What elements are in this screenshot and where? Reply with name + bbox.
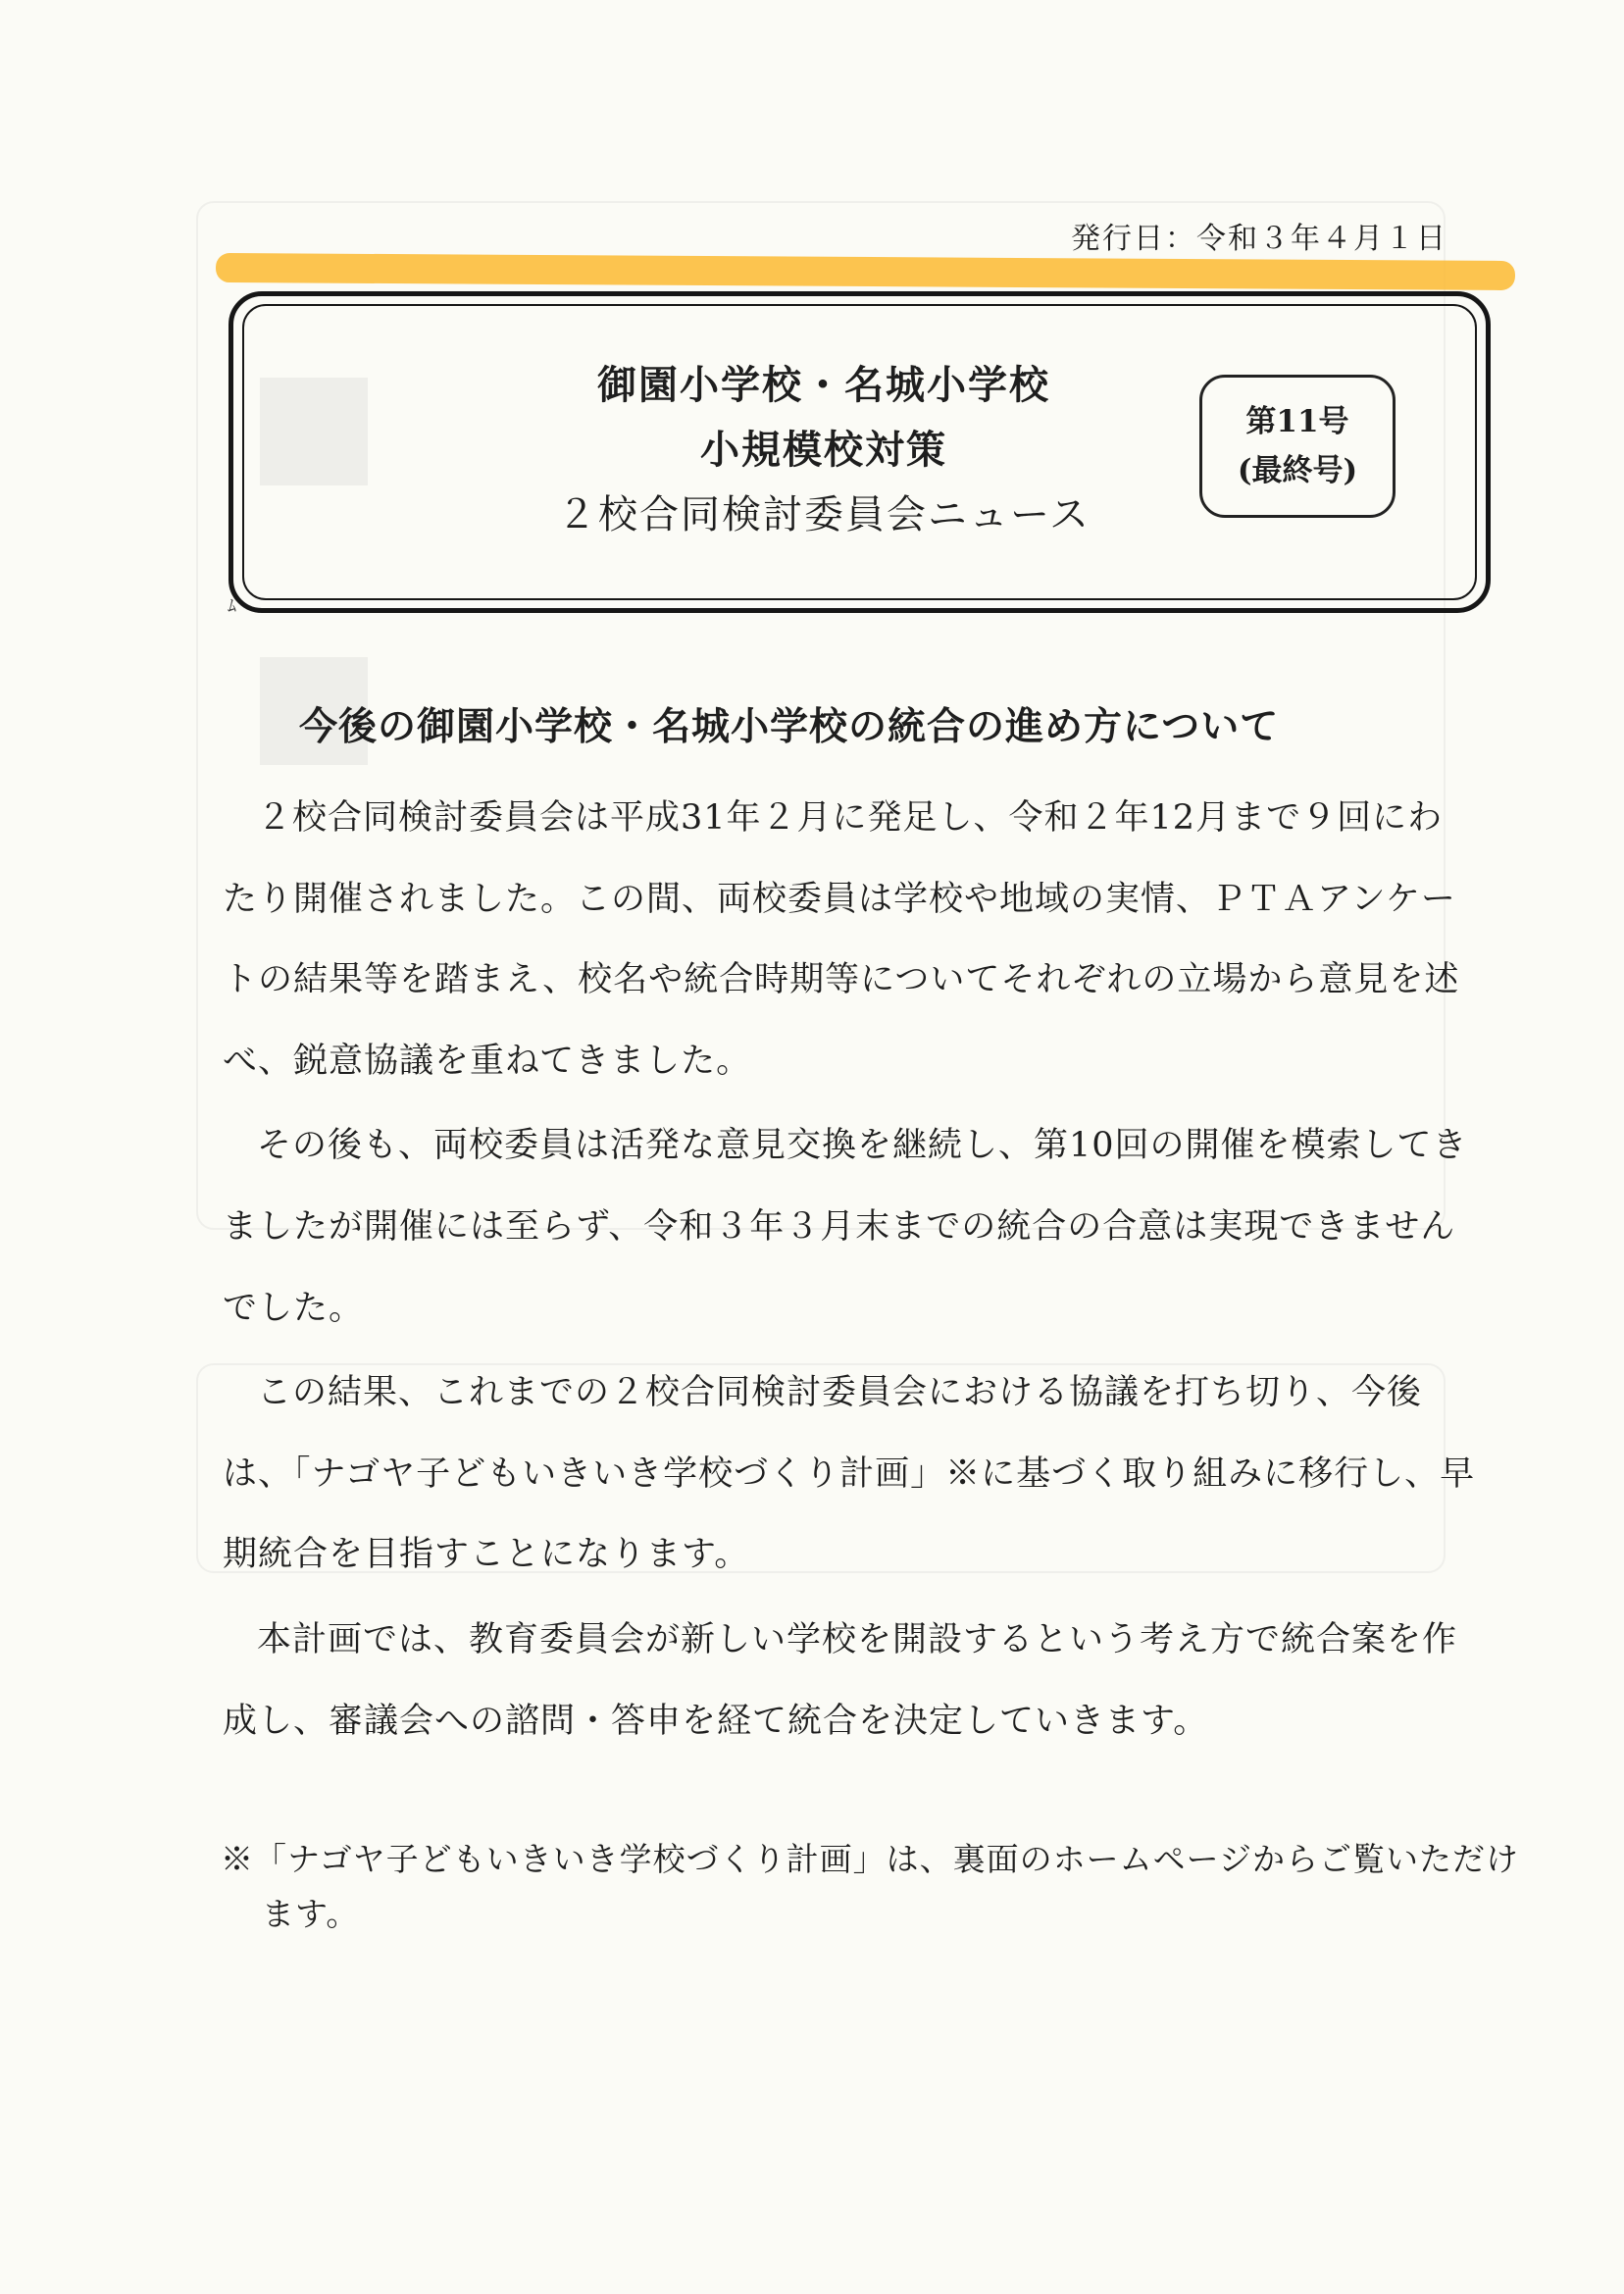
title-line-newsletter: ２校合同検討委員会ニュース [557, 492, 1091, 537]
paragraph: 本計画では、教育委員会が新しい学校を開設するという考え方で統合案を作成し、審議会への諮問・答申を経て統合を決定していきます。 [223, 1619, 1458, 1741]
final-issue-note: (最終号) [1237, 453, 1358, 488]
newsletter-title [510, 353, 1138, 547]
issue-number-badge [1199, 375, 1396, 518]
paragraph: この結果、これまでの２校合同検討委員会における協議を打ち切り、今後は、「ナゴヤ子どもいきいき学校づくり計画」※に基づく取り組みに移行し、早期統合を目指すことになります。 [223, 1373, 1476, 1575]
paragraph: その後も、両校委員は活発な意見交換を継続し、第10回の開催を模索してきましたが開催には至らず、令和３年３月末までの統合の合意は実現できませんでした。 [223, 1126, 1468, 1328]
pen-mark: ﾑ [228, 596, 236, 617]
title-line-policy: 小規模校対策 [700, 428, 947, 473]
body-text [223, 778, 1478, 1761]
title-line-schools: 御園小学校・名城小学校 [597, 363, 1050, 408]
issue-number: 第11号 [1245, 404, 1349, 439]
paragraph: ２校合同検討委員会は平成31年２月に発足し、令和２年12月まで９回にわたり開催されました。この間、両校委員は学校や地域の実情、ＰＴＡアンケートの結果等を踏まえ、校名や統合時期等についてそれぞれの立場から意見を述べ、鋭意協議を重ねてきました。 [223, 798, 1460, 1081]
footnote: ※「ナゴヤ子どもいきいき学校づくり計画」は、裏面のホームページからご覧いただけます。 [221, 1840, 1520, 1933]
section-heading: 今後の御園小学校・名城小学校の統合の進め方について [299, 705, 1280, 749]
issue-date: 発行日：令和３年４月１日 [1071, 222, 1447, 256]
